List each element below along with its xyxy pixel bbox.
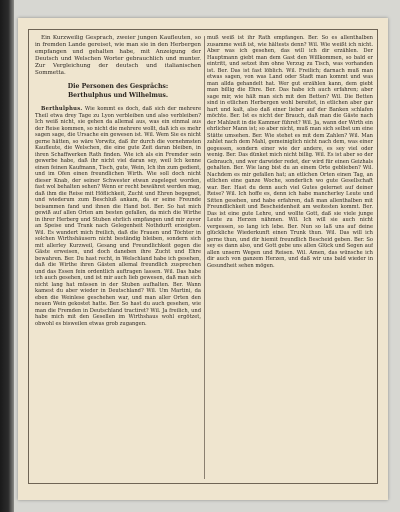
dialogue-paragraph	[35, 106, 201, 327]
dialogue-text-right: muß weiß ist ihr Rath empfangen. Ber. So es allenthalben zusamme weiß ist, wie hältests denn? Wil. Wie weißt ich nicht. Aber was ich gesehen, das will ich dir erzählen. Der Hauptmann giebt man dem Gast den Willkommen, so bald er eintritt, und setzet ihm ohne Verzug zu Tisch, was vorhanden ist. Ber. Das ist fast löblich. Wil. Freilich; darnach muß man etwas sagen, von was Land oder Stadt man kommt und was man allda gehandelt hat. Wer gut erzählen kann, dem giebt man billig die Ehre. Ber. Das habe ich auch erfahren; aber sage mir, wie hält man sich mit den Betten? Wil. Die Betten sind in etlichen Herbergen wohl bereitet, in etlichen aber gar hart und kalt, also daß einer lieber auf der Banken schlafen möchte. Ber. Ist es nicht der Brauch, daß man die Gäste nach der Mahlzeit in die Kammer führet? Wil. Ja, wann der Wirth ein ehrlicher Mann ist; so aber nicht, muß man sich selbst um eine Stätte umsehen. Ber. Wie stehet es mit dem Zahlen? Wil. Man zahlet nach dem Mahl, gemeiniglich nicht nach dem, was einer gegessen, sondern einer wie der andere, es sey viel oder wenig. Ber. Das dünket mich nicht billig. Wil. Es ist aber so der Gebrauch, und wer darwider redet, der wird für einen Geizhals gehalten. Ber. Wie lang bist du an einem Orte geblieben? Wil. Nachdem es mir gefallen hat; an etlichen Orten einen Tag, an etlichen eine ganze Woche, sonderlich wo gute Gesellschaft war. Ber. Hast du denn auch viel Gutes gelernet auf deiner Reise? Wil. Ich hoffe es, denn ich habe mancherley Leute und Sitten gesehen, und habe erfahren, daß man allenthalben mit Freundlichkeit und Bescheidenheit am weitesten kommt. Ber. Das ist eine gute Lehre, und wollte Gott, daß sie viele junge Leute zu Herzen nähmen. Wil. Ich will sie auch nicht vergessen, so lang ich lebe. Ber. Nun so laß uns auf deine glückliche Wiederkunft einen Trunk thun. Wil. Das will ich gerne thun, und dir hiemit freundlich Bescheid geben. Ber. So sey es dann also, und Gott gebe uns allen Glück und Segen auf allen unsern Wegen und Reisen. Wil. Amen, das wünsche ich dir auch von ganzem Herzen, und daß wir uns bald wieder in Gesundheit sehen mögen.	[207, 35, 373, 269]
speaker-name: Berthulphus.	[41, 106, 83, 112]
right-column	[207, 35, 373, 480]
section-title: Die Personen des Gesprächs:	[67, 83, 169, 90]
paper-sheet	[18, 18, 388, 500]
dialogue-text-left: Wie kommt es doch, daß sich der mehrere Theil etwa drey Tage zu Lyon verbleiben und also verbleiben? Ich weiß nicht, sie gehen da allemal aus, was ein einmal aus der Reise kommen, so nicht die mehrere wollt, daß ich es mehr sagen sage, die Ursache ein gewesen ist. Wil. Wem Sie es nicht gerne hätten, so wäre Vorwitz, daß ihr durch die vornehmsten Kaufleute, die Welschen, die eine gute Zeit daran bleiben, in ihren Schaffwerken Rath finden. Wie ich als ein Fremder sein gewerbe habe, daß ihr nicht viel daran sey, weil Ich kenne einen feinen Kaufmann, Tisch, gute, Wein, Ich ihn zum gedient, und im Ofen einen freundlichen Wirth. Wie soll doch nicht dieser Knab, der seiner Schwester etwan zugeleget worden, fast wol behalten sehen? Wenn er recht bewähret werden mag, daß ihm die Reise mit Höflichkeit, Zucht und Ehren begegnet, und wiederum zum Beschluß ankam, da er seine Freunde beisammen fand und ihnen die Hand bot. Ber. So hat mich gewiß auf allen Orten am besten gefallen, da mich die Wirthe in ihrer Herberg und Stuben ehrlich empfangen und mir zuvor an Speise und Trank nach Gelegenheit Nothdurft erzeigten. Wil. Es wundert mich freilich, daß die Frauen und Töchter in solchen Wirthshäusern nicht beständig bleiben, sondern sich mit allerley Kurzweil, Gesang und Freundlichkeit gegen die Gäste erweisen, und doch daneben ihre Zucht und Ehre bewahren. Ber. Du hast recht, in Welschland habe ich gesehen, daß die Wirthe ihren Gästen allemal freundlich zusprechen und das Essen fein ordentlich auftragen lassen. Wil. Das habe ich auch gesehen, und ist mir auch lieb gewesen, daß man sich nicht lang hat müssen in der Stuben aufhalten. Ber. Wann kamest du aber wieder in Deutschland? Wil. Um Martini, da eben die Weinlese geschehen war, und man aller Orten den neuen Wein gekostet hatte. Ber. So hast du auch gesehen, wie man die Fremden in Deutschland tractiret? Wil. Ja freilich, und habe mich mit den Gesellen im Wirthshaus wohl ergötzet, obwohl es bisweilen etwas grob zugangen.	[35, 106, 201, 327]
section-subtitle: Berthulphus und Wilhelmus.	[67, 92, 169, 99]
column-divider	[204, 36, 205, 479]
left-column	[35, 35, 201, 480]
intro-paragraph: Ein Kurzweilig Gesprach, zweier jungen Kaufleuten, so in fremden Lande gereiset, wie man sie in den Herbergen empfangen und gehalten habe, mit Anzeigung der Deutsch und Welschen Worter gebrauchlich und munter. Zur Vergleichung der deutsch und italianischen Sommetta.	[35, 35, 201, 76]
page-frame	[28, 29, 378, 484]
book-binding	[0, 0, 14, 512]
